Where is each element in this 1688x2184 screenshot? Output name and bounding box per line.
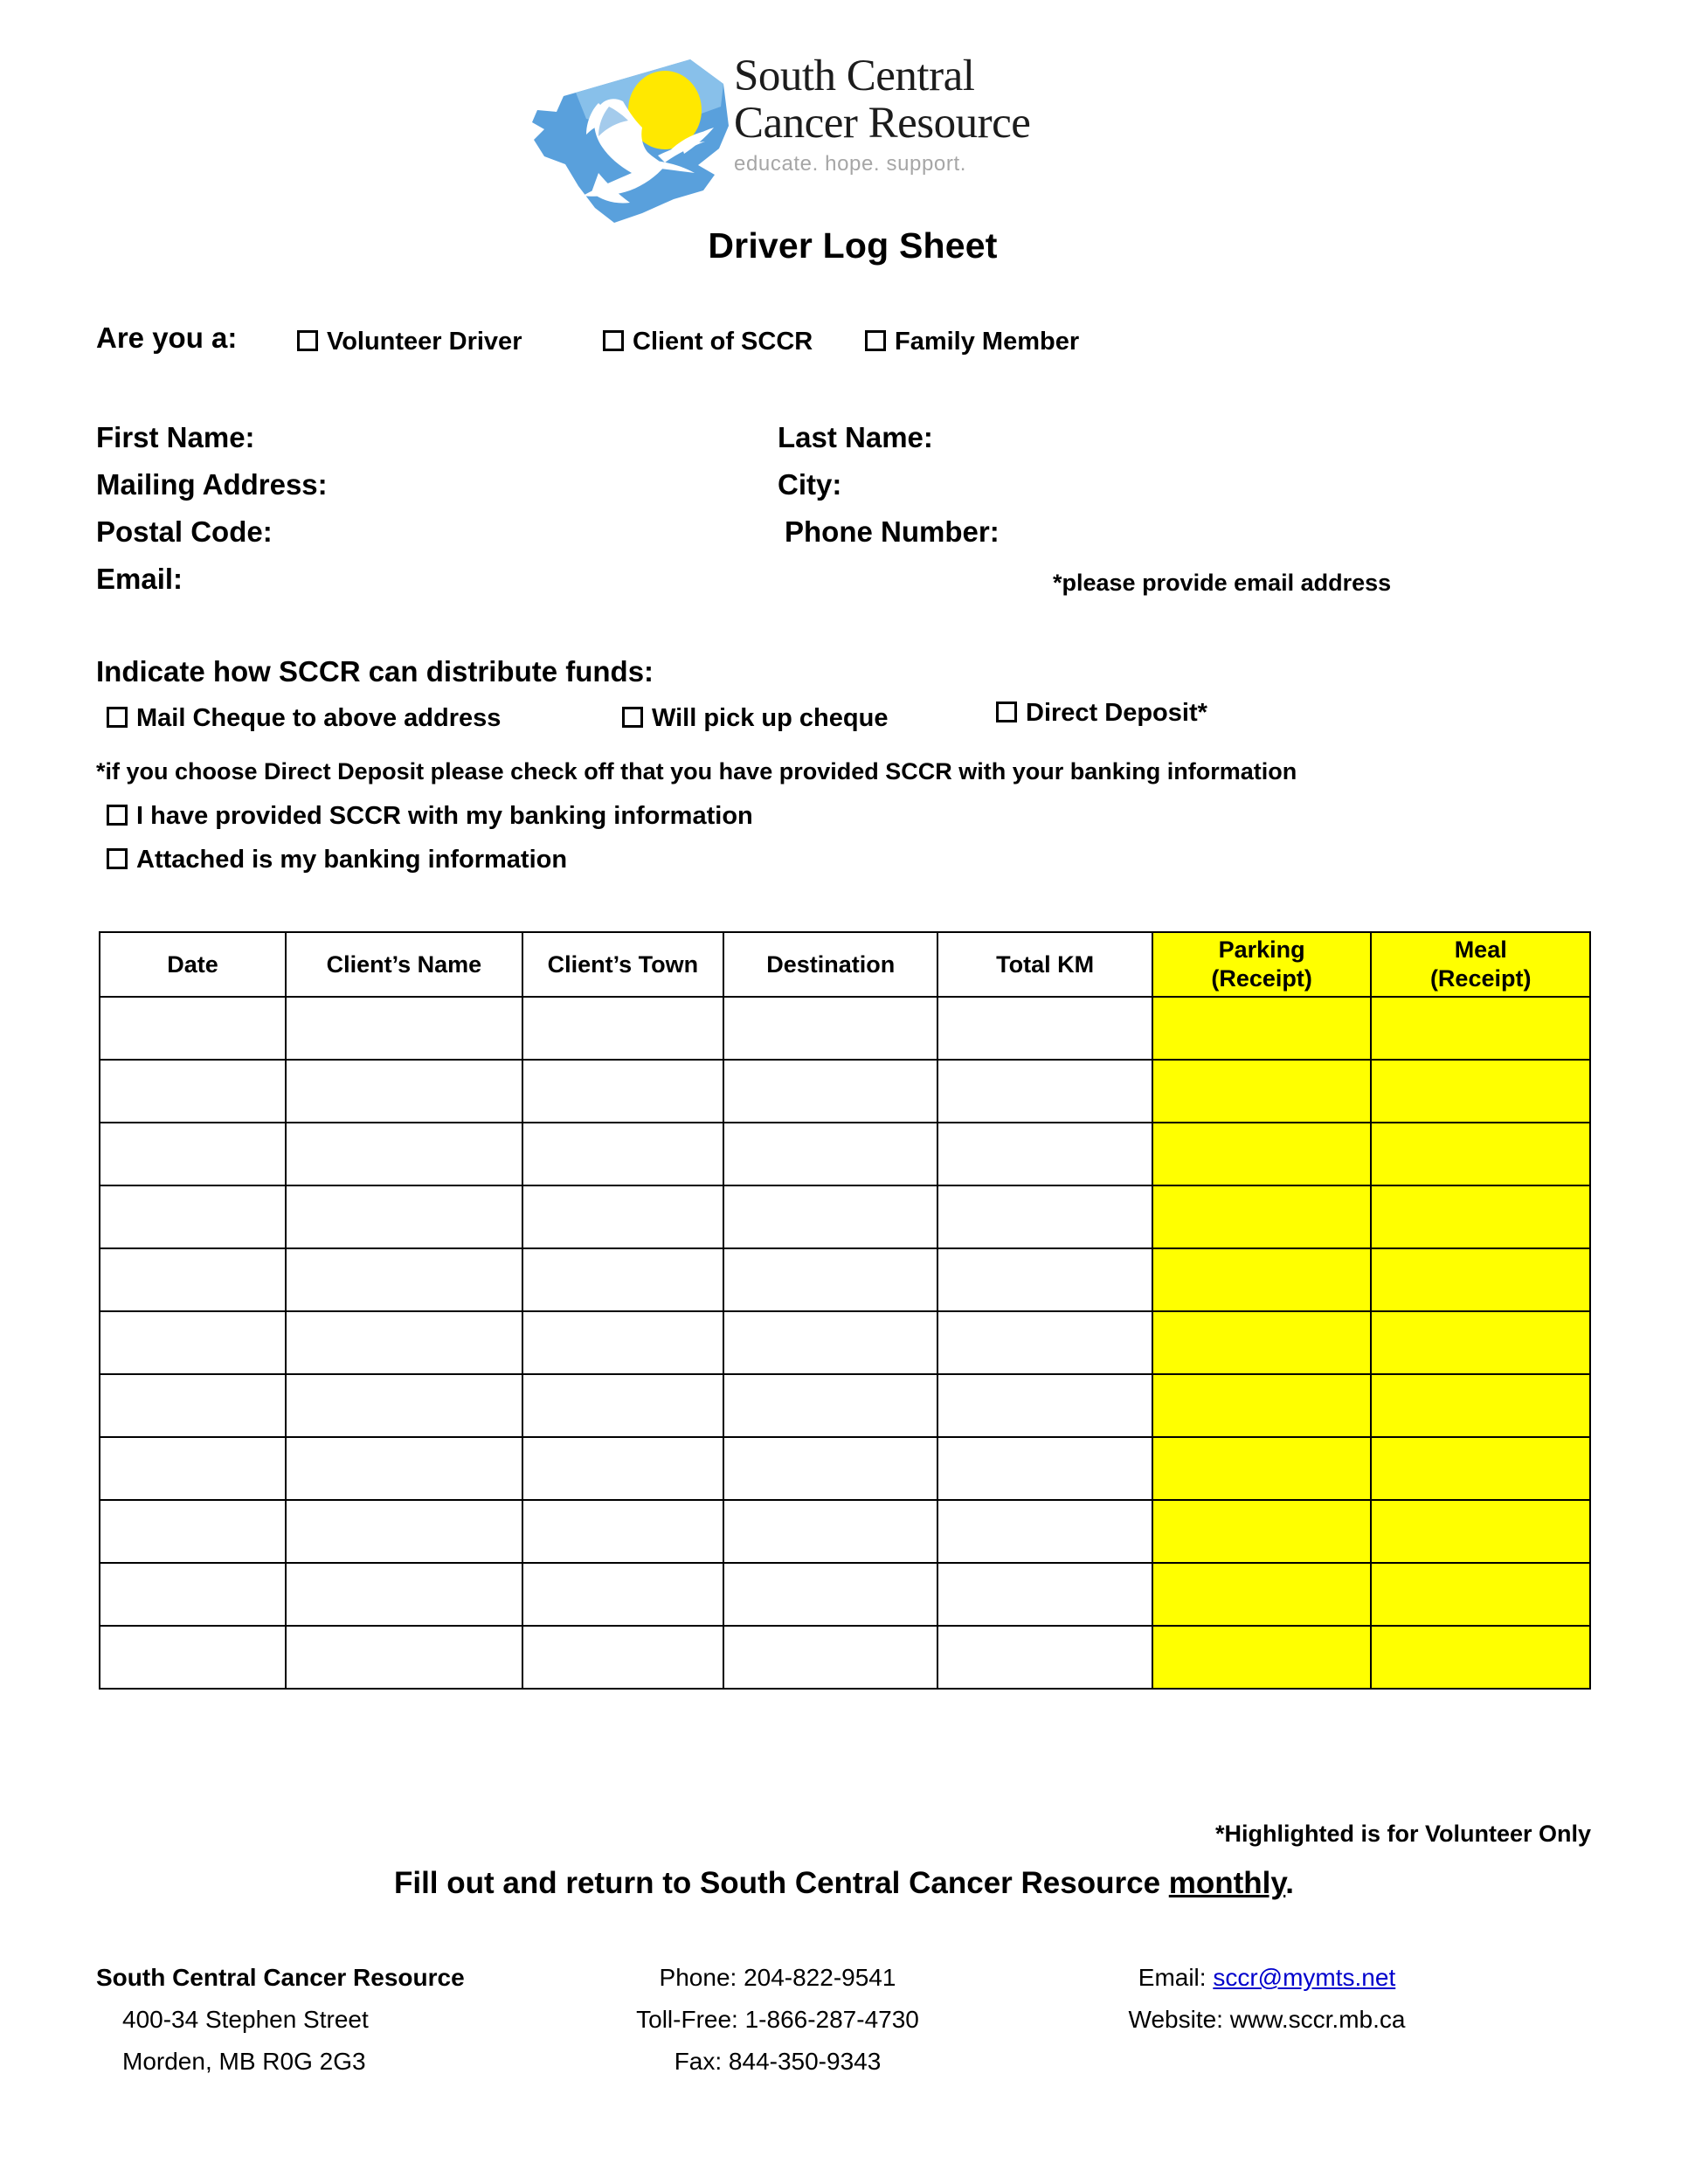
role-option-client-of-sccr-label: Client of SCCR <box>633 328 813 356</box>
cell-clients-town[interactable] <box>522 1185 723 1248</box>
page-title-text: Driver Log Sheet <box>708 225 998 266</box>
mailing-address-field[interactable] <box>349 468 751 503</box>
cell-clients-name[interactable] <box>286 1563 522 1626</box>
cell-destination[interactable] <box>723 1060 937 1123</box>
cell-clients-name[interactable] <box>286 1437 522 1500</box>
cell-destination[interactable] <box>723 1311 937 1374</box>
cell-date[interactable] <box>100 1563 286 1626</box>
table-row[interactable] <box>100 1123 1590 1185</box>
volunteer-highlight-note: *Highlighted is for Volunteer Only <box>1214 1821 1591 1847</box>
cell-total-km[interactable] <box>937 1500 1152 1563</box>
table-row[interactable] <box>100 1563 1590 1626</box>
table-row[interactable] <box>100 1374 1590 1437</box>
cell-date[interactable] <box>100 1311 286 1374</box>
cell-clients-town[interactable] <box>522 1500 723 1563</box>
footer-phone-column <box>568 1957 987 2083</box>
cell-clients-town[interactable] <box>522 1626 723 1689</box>
cell-parking[interactable] <box>1152 1248 1372 1311</box>
footer-org-name: South Central Cancer Resource <box>96 1964 465 1991</box>
cell-destination[interactable] <box>723 1626 937 1689</box>
cell-clients-town[interactable] <box>522 1563 723 1626</box>
cell-destination[interactable] <box>723 1437 937 1500</box>
cell-parking[interactable] <box>1152 1374 1372 1437</box>
cell-meal[interactable] <box>1371 1311 1590 1374</box>
footer-web-column <box>1031 1957 1503 2041</box>
footer-phone: Phone: 204-822-9541 <box>659 1964 896 1991</box>
column-header-meal-line1: Meal <box>1454 936 1507 963</box>
cell-parking[interactable] <box>1152 1311 1372 1374</box>
cell-meal[interactable] <box>1371 1123 1590 1185</box>
mailing-address-label: Mailing Address: <box>96 468 328 501</box>
footer <box>0 1957 1688 2114</box>
column-header-clients-town: Client’s Town <box>522 932 723 997</box>
funds-option-pick-up-cheque-label: Will pick up cheque <box>652 704 889 732</box>
cell-parking[interactable] <box>1152 1437 1372 1500</box>
column-header-parking-receipt <box>1152 932 1372 997</box>
table-row[interactable] <box>100 1248 1590 1311</box>
cell-total-km[interactable] <box>937 1123 1152 1185</box>
cell-clients-town[interactable] <box>522 1311 723 1374</box>
cell-parking[interactable] <box>1152 1626 1372 1689</box>
cell-clients-town[interactable] <box>522 1060 723 1123</box>
checkbox-mail-cheque-icon[interactable] <box>107 707 128 728</box>
phone-number-field[interactable] <box>1031 515 1437 550</box>
footer-toll-free: Toll-Free: 1-866-287-4730 <box>636 2006 919 2033</box>
column-header-date: Date <box>100 932 286 997</box>
cell-clients-town[interactable] <box>522 1374 723 1437</box>
phone-number-label: Phone Number: <box>785 515 1000 548</box>
cell-parking[interactable] <box>1152 1123 1372 1185</box>
cell-clients-town[interactable] <box>522 1123 723 1185</box>
table-row[interactable] <box>100 1185 1590 1248</box>
cell-destination[interactable] <box>723 997 937 1060</box>
checkbox-client-of-sccr-icon[interactable] <box>603 330 624 351</box>
cell-clients-town[interactable] <box>522 1437 723 1500</box>
direct-deposit-footnote: *if you choose Direct Deposit please check off that you have provided SCCR with your banking information <box>96 758 1297 784</box>
cell-destination[interactable] <box>723 1248 937 1311</box>
role-option-volunteer-driver[interactable] <box>297 328 522 356</box>
cell-meal[interactable] <box>1371 1185 1590 1248</box>
cell-clients-name[interactable] <box>286 1374 522 1437</box>
driver-log-table <box>99 931 1591 1690</box>
return-instruction <box>0 1866 1688 1901</box>
column-header-meal-receipt <box>1371 932 1590 997</box>
table-row[interactable] <box>100 1500 1590 1563</box>
column-header-clients-name: Client’s Name <box>286 932 522 997</box>
funds-option-mail-cheque[interactable] <box>107 704 501 733</box>
cell-total-km[interactable] <box>937 1437 1152 1500</box>
cell-destination[interactable] <box>723 1185 937 1248</box>
footer-email-row <box>1031 1957 1503 1999</box>
city-label: City: <box>778 468 842 501</box>
checkbox-banking-attached-icon[interactable] <box>107 848 128 869</box>
return-instruction-emphasis: monthly <box>1168 1866 1286 1900</box>
return-instruction-after: . <box>1285 1866 1295 1900</box>
cell-clients-name[interactable] <box>286 1311 522 1374</box>
checkbox-pick-up-cheque-icon[interactable] <box>622 707 643 728</box>
logo-line-1: South Central <box>734 52 975 100</box>
footer-address-column <box>96 1957 550 2083</box>
logo-tagline: educate. hope. support. <box>734 152 966 176</box>
cell-clients-name[interactable] <box>286 1248 522 1311</box>
funds-option-mail-cheque-label: Mail Cheque to above address <box>136 704 502 732</box>
table-header-row <box>100 932 1590 997</box>
column-header-parking-line1: Parking <box>1218 936 1305 963</box>
role-question-prompt: Are you a: <box>96 321 238 354</box>
footer-address-line-1: 400-34 Stephen Street <box>122 2006 369 2033</box>
cell-total-km[interactable] <box>937 1311 1152 1374</box>
banking-option-attached[interactable] <box>107 846 567 874</box>
table-row[interactable] <box>100 1437 1590 1500</box>
cell-destination[interactable] <box>723 1123 937 1185</box>
checkbox-family-member-icon[interactable] <box>865 330 886 351</box>
cell-date[interactable] <box>100 1060 286 1123</box>
table-row[interactable] <box>100 997 1590 1060</box>
cell-parking[interactable] <box>1152 1060 1372 1123</box>
column-header-parking-line2: (Receipt) <box>1211 965 1312 992</box>
cell-date[interactable] <box>100 1437 286 1500</box>
table-row[interactable] <box>100 1060 1590 1123</box>
table-body <box>100 997 1590 1689</box>
footer-email-prefix: Email: <box>1138 1964 1214 1991</box>
funds-option-pick-up-cheque[interactable] <box>622 704 888 733</box>
cell-destination[interactable] <box>723 1563 937 1626</box>
cell-clients-name[interactable] <box>286 1060 522 1123</box>
cell-destination[interactable] <box>723 1374 937 1437</box>
logo-wordmark <box>734 52 1101 176</box>
banking-option-attached-label: Attached is my banking information <box>136 846 568 874</box>
checkbox-volunteer-driver-icon[interactable] <box>297 330 318 351</box>
cell-meal[interactable] <box>1371 1248 1590 1311</box>
cell-date[interactable] <box>100 997 286 1060</box>
cell-meal[interactable] <box>1371 1374 1590 1437</box>
postal-code-label: Postal Code: <box>96 515 273 548</box>
postal-code-field[interactable] <box>306 515 751 550</box>
cell-total-km[interactable] <box>937 997 1152 1060</box>
email-field[interactable] <box>210 563 1048 598</box>
cell-date[interactable] <box>100 1500 286 1563</box>
cell-clients-name[interactable] <box>286 1626 522 1689</box>
email-label: Email: <box>96 563 183 595</box>
cell-total-km[interactable] <box>937 1185 1152 1248</box>
last-name-field[interactable] <box>965 421 1437 456</box>
first-name-field[interactable] <box>280 421 751 456</box>
logo-dove-sun-map-icon <box>511 42 730 225</box>
cell-meal[interactable] <box>1371 1060 1590 1123</box>
table-row[interactable] <box>100 1311 1590 1374</box>
logo-line-2: Cancer Resource <box>734 99 1031 148</box>
cell-total-km[interactable] <box>937 1060 1152 1123</box>
cell-clients-name[interactable] <box>286 997 522 1060</box>
cell-parking[interactable] <box>1152 1185 1372 1248</box>
cell-clients-name[interactable] <box>286 1123 522 1185</box>
banking-option-provided-label: I have provided SCCR with my banking information <box>136 802 753 830</box>
email-note: *please provide email address <box>1053 570 1392 596</box>
cell-parking[interactable] <box>1152 1500 1372 1563</box>
organization-logo <box>511 42 1105 225</box>
banking-option-provided[interactable] <box>107 802 753 831</box>
cell-clients-town[interactable] <box>522 997 723 1060</box>
role-option-volunteer-driver-label: Volunteer Driver <box>327 328 522 356</box>
city-field[interactable] <box>878 468 1437 503</box>
cell-total-km[interactable] <box>937 1248 1152 1311</box>
cell-date[interactable] <box>100 1626 286 1689</box>
cell-clients-name[interactable] <box>286 1500 522 1563</box>
funds-option-direct-deposit[interactable] <box>996 699 1207 728</box>
checkbox-direct-deposit-icon[interactable] <box>996 702 1017 722</box>
column-header-meal-line2: (Receipt) <box>1429 965 1532 992</box>
cell-date[interactable] <box>100 1185 286 1248</box>
funds-option-direct-deposit-label: Direct Deposit* <box>1026 699 1207 727</box>
cell-total-km[interactable] <box>937 1374 1152 1437</box>
return-instruction-before: Fill out and return to South Central Cancer Resource <box>393 1866 1169 1900</box>
column-header-total-km: Total KM <box>937 932 1152 997</box>
footer-address-line-2: Morden, MB R0G 2G3 <box>122 2048 366 2075</box>
cell-clients-town[interactable] <box>522 1248 723 1311</box>
cell-meal[interactable] <box>1371 1563 1590 1626</box>
cell-clients-name[interactable] <box>286 1185 522 1248</box>
checkbox-banking-provided-icon[interactable] <box>107 805 128 826</box>
funds-section-heading: Indicate how SCCR can distribute funds: <box>96 655 654 688</box>
cell-parking[interactable] <box>1152 997 1372 1060</box>
footer-email-link[interactable]: sccr@mymts.net <box>1213 1964 1396 1991</box>
cell-parking[interactable] <box>1152 1563 1372 1626</box>
cell-meal[interactable] <box>1371 997 1590 1060</box>
footer-fax: Fax: 844-350-9343 <box>674 2048 882 2075</box>
cell-total-km[interactable] <box>937 1626 1152 1689</box>
cell-date[interactable] <box>100 1248 286 1311</box>
last-name-label: Last Name: <box>778 421 933 453</box>
cell-date[interactable] <box>100 1123 286 1185</box>
cell-date[interactable] <box>100 1374 286 1437</box>
page-title <box>0 225 1688 266</box>
column-header-destination: Destination <box>723 932 937 997</box>
footer-website: Website: www.sccr.mb.ca <box>1128 2006 1406 2033</box>
table-row[interactable] <box>100 1626 1590 1689</box>
role-option-client-of-sccr[interactable] <box>603 328 813 356</box>
role-option-family-member[interactable] <box>865 328 1079 356</box>
cell-meal[interactable] <box>1371 1437 1590 1500</box>
cell-destination[interactable] <box>723 1500 937 1563</box>
first-name-label: First Name: <box>96 421 255 453</box>
cell-total-km[interactable] <box>937 1563 1152 1626</box>
cell-meal[interactable] <box>1371 1500 1590 1563</box>
cell-meal[interactable] <box>1371 1626 1590 1689</box>
role-option-family-member-label: Family Member <box>895 328 1080 356</box>
